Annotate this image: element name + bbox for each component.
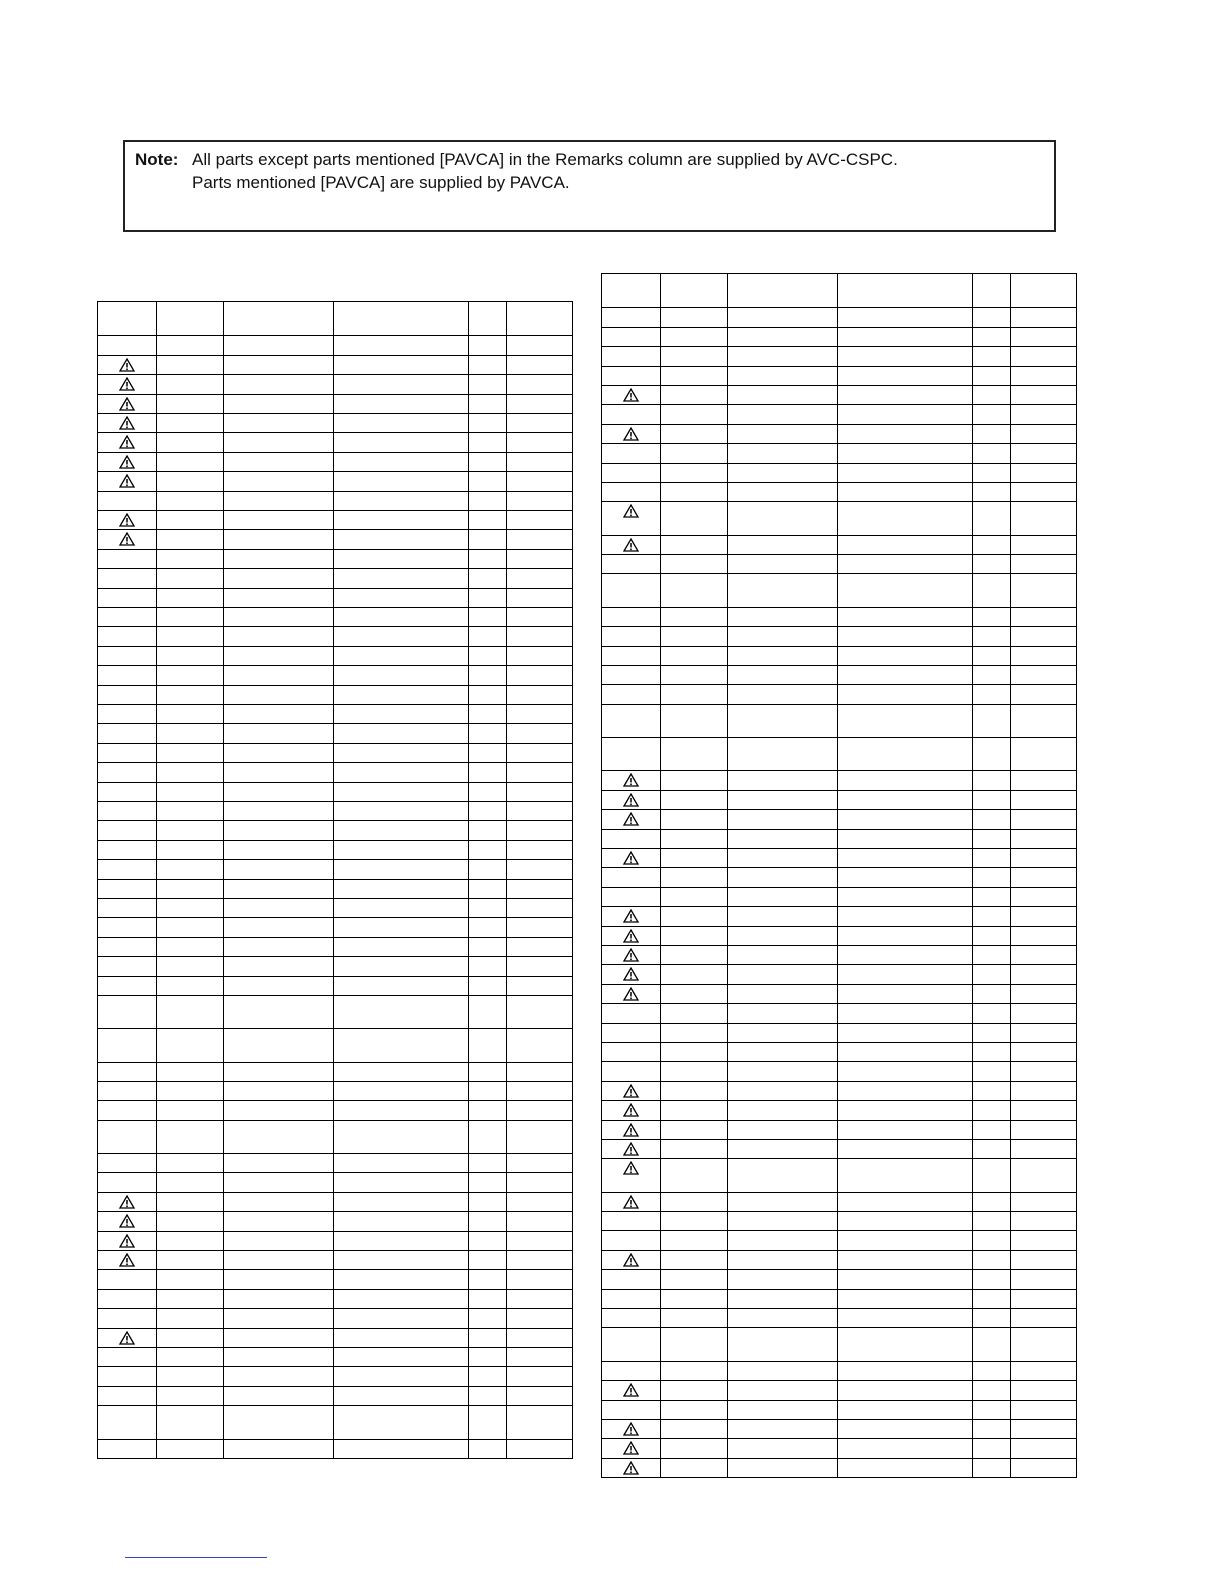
table-row bbox=[602, 1100, 1076, 1101]
safety-warning-icon bbox=[119, 513, 135, 527]
safety-warning-icon bbox=[119, 1214, 135, 1228]
table-row bbox=[602, 1158, 1076, 1159]
table-row bbox=[98, 646, 572, 647]
table-row bbox=[98, 1028, 572, 1029]
safety-warning-icon bbox=[119, 532, 135, 546]
table-row bbox=[602, 1023, 1076, 1024]
table-row bbox=[602, 424, 1076, 425]
table-row bbox=[602, 790, 1076, 791]
table-row bbox=[98, 1308, 572, 1309]
table-row bbox=[602, 554, 1076, 555]
table-row bbox=[98, 1289, 572, 1290]
table-row bbox=[98, 1366, 572, 1367]
column-divider bbox=[972, 274, 973, 1477]
note-line-1: All parts except parts mentioned [PAVCA] in the Remarks column are supplied by AVC-CSPC. bbox=[192, 150, 898, 169]
table-row bbox=[98, 1269, 572, 1270]
table-row bbox=[98, 1231, 572, 1232]
table-row bbox=[98, 394, 572, 395]
table-row bbox=[602, 1211, 1076, 1212]
table-row bbox=[602, 887, 1076, 888]
table-row bbox=[98, 1386, 572, 1387]
safety-warning-icon bbox=[119, 416, 135, 430]
table-row bbox=[98, 665, 572, 666]
safety-warning-icon bbox=[623, 1123, 639, 1137]
safety-warning-icon bbox=[119, 358, 135, 372]
table-row bbox=[98, 491, 572, 492]
table-row bbox=[602, 1269, 1076, 1270]
table-row bbox=[98, 743, 572, 744]
table-row bbox=[602, 945, 1076, 946]
note-label: Note: bbox=[135, 150, 179, 169]
table-row bbox=[98, 1192, 572, 1193]
table-row bbox=[602, 848, 1076, 849]
footer-link-rule bbox=[125, 1557, 267, 1558]
safety-warning-icon bbox=[623, 851, 639, 865]
table-row bbox=[602, 1419, 1076, 1420]
table-row bbox=[98, 374, 572, 375]
safety-warning-icon bbox=[623, 538, 639, 552]
table-row bbox=[602, 665, 1076, 666]
safety-warning-icon bbox=[623, 504, 639, 518]
table-row bbox=[602, 1230, 1076, 1231]
safety-warning-icon bbox=[623, 1441, 639, 1455]
table-row bbox=[98, 782, 572, 783]
safety-warning-icon bbox=[623, 1103, 639, 1117]
table-row bbox=[98, 704, 572, 705]
column-divider bbox=[660, 274, 661, 1477]
table-row bbox=[602, 404, 1076, 405]
safety-warning-icon bbox=[119, 1253, 135, 1267]
table-row bbox=[98, 510, 572, 511]
table-row bbox=[98, 1250, 572, 1251]
safety-warning-icon bbox=[623, 1142, 639, 1156]
safety-warning-icon bbox=[623, 773, 639, 787]
table-row bbox=[602, 1061, 1076, 1062]
table-row bbox=[98, 588, 572, 589]
safety-warning-icon bbox=[623, 1461, 639, 1475]
table-row bbox=[602, 463, 1076, 464]
table-row bbox=[602, 482, 1076, 483]
table-row bbox=[98, 1211, 572, 1212]
table-row bbox=[602, 809, 1076, 810]
table-row bbox=[98, 723, 572, 724]
table-row bbox=[98, 937, 572, 938]
safety-warning-icon bbox=[119, 1195, 135, 1209]
table-row bbox=[602, 385, 1076, 386]
table-row bbox=[602, 646, 1076, 647]
safety-warning-icon bbox=[623, 793, 639, 807]
table-row bbox=[98, 607, 572, 608]
table-row bbox=[602, 327, 1076, 328]
parts-table-right bbox=[601, 273, 1077, 1478]
column-divider bbox=[468, 302, 469, 1458]
table-row bbox=[98, 820, 572, 821]
safety-warning-icon bbox=[623, 929, 639, 943]
table-row bbox=[602, 1139, 1076, 1140]
safety-warning-icon bbox=[623, 967, 639, 981]
safety-warning-icon bbox=[623, 1084, 639, 1098]
table-row bbox=[98, 840, 572, 841]
parts-table-left bbox=[97, 301, 573, 1459]
table-row bbox=[98, 898, 572, 899]
safety-warning-icon bbox=[623, 1422, 639, 1436]
table-row bbox=[98, 762, 572, 763]
table-row bbox=[602, 1081, 1076, 1082]
table-row bbox=[98, 452, 572, 453]
safety-warning-icon bbox=[623, 812, 639, 826]
table-row bbox=[602, 535, 1076, 536]
table-row bbox=[98, 1100, 572, 1101]
table-row bbox=[98, 976, 572, 977]
table-row bbox=[602, 346, 1076, 347]
table-row bbox=[602, 626, 1076, 627]
table-row bbox=[602, 1458, 1076, 1459]
table-row bbox=[602, 573, 1076, 574]
table-row bbox=[602, 1003, 1076, 1004]
column-divider bbox=[333, 302, 334, 1458]
column-divider bbox=[837, 274, 838, 1477]
table-row bbox=[602, 906, 1076, 907]
table-row bbox=[602, 1400, 1076, 1401]
table-row bbox=[98, 995, 572, 996]
safety-warning-icon bbox=[623, 388, 639, 402]
table-row bbox=[602, 1289, 1076, 1290]
safety-warning-icon bbox=[119, 377, 135, 391]
table-row bbox=[98, 355, 572, 356]
table-row bbox=[602, 607, 1076, 608]
safety-warning-icon bbox=[623, 987, 639, 1001]
table-row bbox=[98, 917, 572, 918]
column-divider bbox=[506, 302, 507, 1458]
safety-warning-icon bbox=[119, 455, 135, 469]
table-row bbox=[602, 867, 1076, 868]
column-divider bbox=[1010, 274, 1011, 1477]
table-row bbox=[98, 1347, 572, 1348]
table-row bbox=[602, 984, 1076, 985]
safety-warning-icon bbox=[623, 909, 639, 923]
table-row bbox=[98, 413, 572, 414]
table-row bbox=[98, 801, 572, 802]
table-row bbox=[98, 432, 572, 433]
table-row bbox=[602, 1120, 1076, 1121]
table-row bbox=[98, 685, 572, 686]
table-row bbox=[602, 684, 1076, 685]
table-row bbox=[602, 829, 1076, 830]
table-row bbox=[98, 549, 572, 550]
table-row bbox=[98, 1328, 572, 1329]
table-row bbox=[98, 471, 572, 472]
table-row bbox=[602, 366, 1076, 367]
table-row bbox=[602, 1250, 1076, 1251]
safety-warning-icon bbox=[119, 474, 135, 488]
table-row bbox=[98, 335, 572, 336]
table-row bbox=[98, 1172, 572, 1173]
table-row bbox=[602, 1192, 1076, 1193]
table-row bbox=[602, 1380, 1076, 1381]
table-row bbox=[602, 704, 1076, 705]
table-row bbox=[98, 956, 572, 957]
table-row bbox=[602, 964, 1076, 965]
table-row bbox=[98, 626, 572, 627]
safety-warning-icon bbox=[119, 397, 135, 411]
table-row bbox=[98, 568, 572, 569]
table-row bbox=[98, 879, 572, 880]
safety-warning-icon bbox=[623, 1253, 639, 1267]
table-row bbox=[98, 1439, 572, 1440]
table-row bbox=[98, 529, 572, 530]
note-line-2: Parts mentioned [PAVCA] are supplied by PAVCA. bbox=[192, 173, 570, 192]
table-row bbox=[602, 1308, 1076, 1309]
table-row bbox=[602, 501, 1076, 502]
safety-warning-icon bbox=[623, 948, 639, 962]
safety-warning-icon bbox=[623, 1161, 639, 1175]
safety-warning-icon bbox=[119, 435, 135, 449]
table-row bbox=[602, 307, 1076, 308]
table-row bbox=[602, 1042, 1076, 1043]
supply-note bbox=[123, 140, 1056, 232]
safety-warning-icon bbox=[119, 1331, 135, 1345]
table-row bbox=[602, 443, 1076, 444]
table-row bbox=[602, 926, 1076, 927]
table-row bbox=[602, 1361, 1076, 1362]
table-row bbox=[98, 1081, 572, 1082]
table-row bbox=[602, 770, 1076, 771]
table-row bbox=[98, 859, 572, 860]
table-row bbox=[98, 1120, 572, 1121]
table-row bbox=[98, 1405, 572, 1406]
table-row bbox=[602, 1438, 1076, 1439]
safety-warning-icon bbox=[119, 1234, 135, 1248]
safety-warning-icon bbox=[623, 1383, 639, 1397]
table-row bbox=[602, 737, 1076, 738]
table-row bbox=[602, 1327, 1076, 1328]
table-row bbox=[98, 1153, 572, 1154]
column-divider bbox=[223, 302, 224, 1458]
safety-warning-icon bbox=[623, 1195, 639, 1209]
safety-warning-icon bbox=[623, 427, 639, 441]
column-divider bbox=[156, 302, 157, 1458]
table-row bbox=[98, 1062, 572, 1063]
column-divider bbox=[727, 274, 728, 1477]
